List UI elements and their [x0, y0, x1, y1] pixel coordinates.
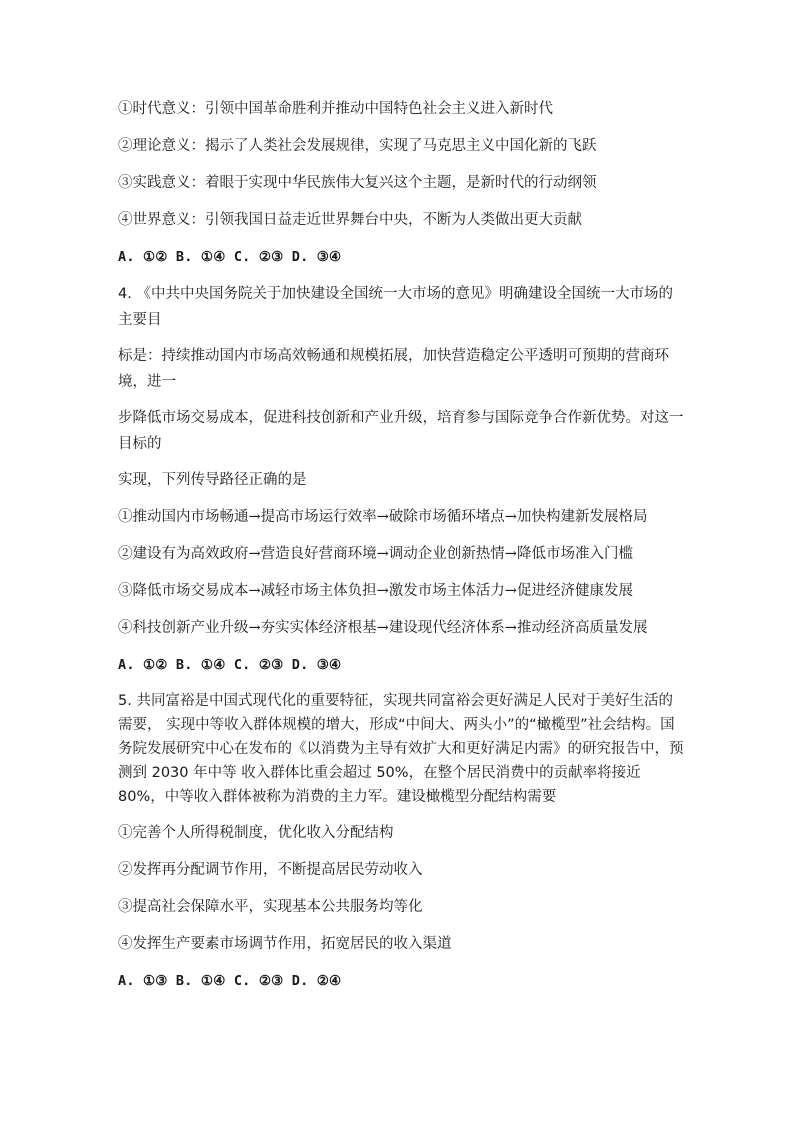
- q3-option-1: ①时代意义：引领中国革命胜利并推动中国特色社会主义进入新时代: [118, 101, 553, 117]
- q3-answer-choices: A. ①② B. ①④ C. ②③ D. ③④: [118, 249, 342, 265]
- q5-option-4: ④发挥生产要素市场调节作用，拓宽居民的收入渠道: [118, 936, 452, 952]
- q4-option-3: ③降低市场交易成本→减轻市场主体负担→激发市场主体活力→促进经济健康发展: [118, 583, 633, 599]
- q4-answer-choices: A. ①② B. ①④ C. ②③ D. ③④: [118, 657, 342, 673]
- q4-stem-part-1: 4. 《中共中央国务院关于加快建设全国统一大市场的意见》明确建设全国统一大市场的主要目: [118, 286, 673, 328]
- q5-option-1: ①完善个人所得税制度，优化收入分配结构: [118, 825, 394, 841]
- q4-option-2: ②建设有为高效政府→营造良好营商环境→调动企业创新热情→降低市场准入门槛: [118, 546, 633, 562]
- q3-option-4: ④世界意义：引领我国日益走近世界舞台中央，不断为人类做出更大贡献: [118, 212, 582, 228]
- q4-stem-part-2: 标是：持续推动国内市场高效畅通和规模拓展，加快营造稳定公平透明可预期的营商环境，进一: [118, 348, 669, 390]
- exam-page: [118, 96, 684, 994]
- q4-option-1: ①推动国内市场畅通→提高市场运行效率→破除市场循环堵点→加快构建新发展格局: [118, 509, 648, 525]
- q4-stem-part-3: 步降低市场交易成本，促进科技创新和产业升级，培育参与国际竞争合作新优势。对这一目标的: [118, 410, 684, 452]
- q3-option-2: ②理论意义：揭示了人类社会发展规律，实现了马克思主义中国化新的飞跃: [118, 138, 597, 154]
- q5-stem: 5. 共同富裕是中国式现代化的重要特征，实现共同富裕会更好满足人民对于美好生活的需要， 实现中等收入群体规模的增大，形成“中间大、两头小”的“橄榄型”社会结构。国务院发展研究中心在发布的《以消费为主导有效扩大和更好满足内需》的研究报告中，预测到 2030 年中等 收入群体比重会超过 50%，在整个居民消费中的贡献率将接近 80%，中等收入群体被称为消费的主力军。建设橄榄型分配结构需要: [118, 693, 684, 805]
- q5-answer-choices: A. ①③ B. ①④ C. ②③ D. ②④: [118, 973, 342, 989]
- q5-option-3: ③提高社会保障水平，实现基本公共服务均等化: [118, 899, 423, 915]
- q4-option-4: ④科技创新产业升级→夯实实体经济根基→建设现代经济体系→推动经济高质量发展: [118, 620, 648, 636]
- q3-option-3: ③实践意义：着眼于实现中华民族伟大复兴这个主题，是新时代的行动纲领: [118, 175, 597, 191]
- q4-stem-part-4: 实现，下列传导路径正确的是: [118, 472, 307, 488]
- q5-option-2: ②发挥再分配调节作用，不断提高居民劳动收入: [118, 862, 423, 878]
